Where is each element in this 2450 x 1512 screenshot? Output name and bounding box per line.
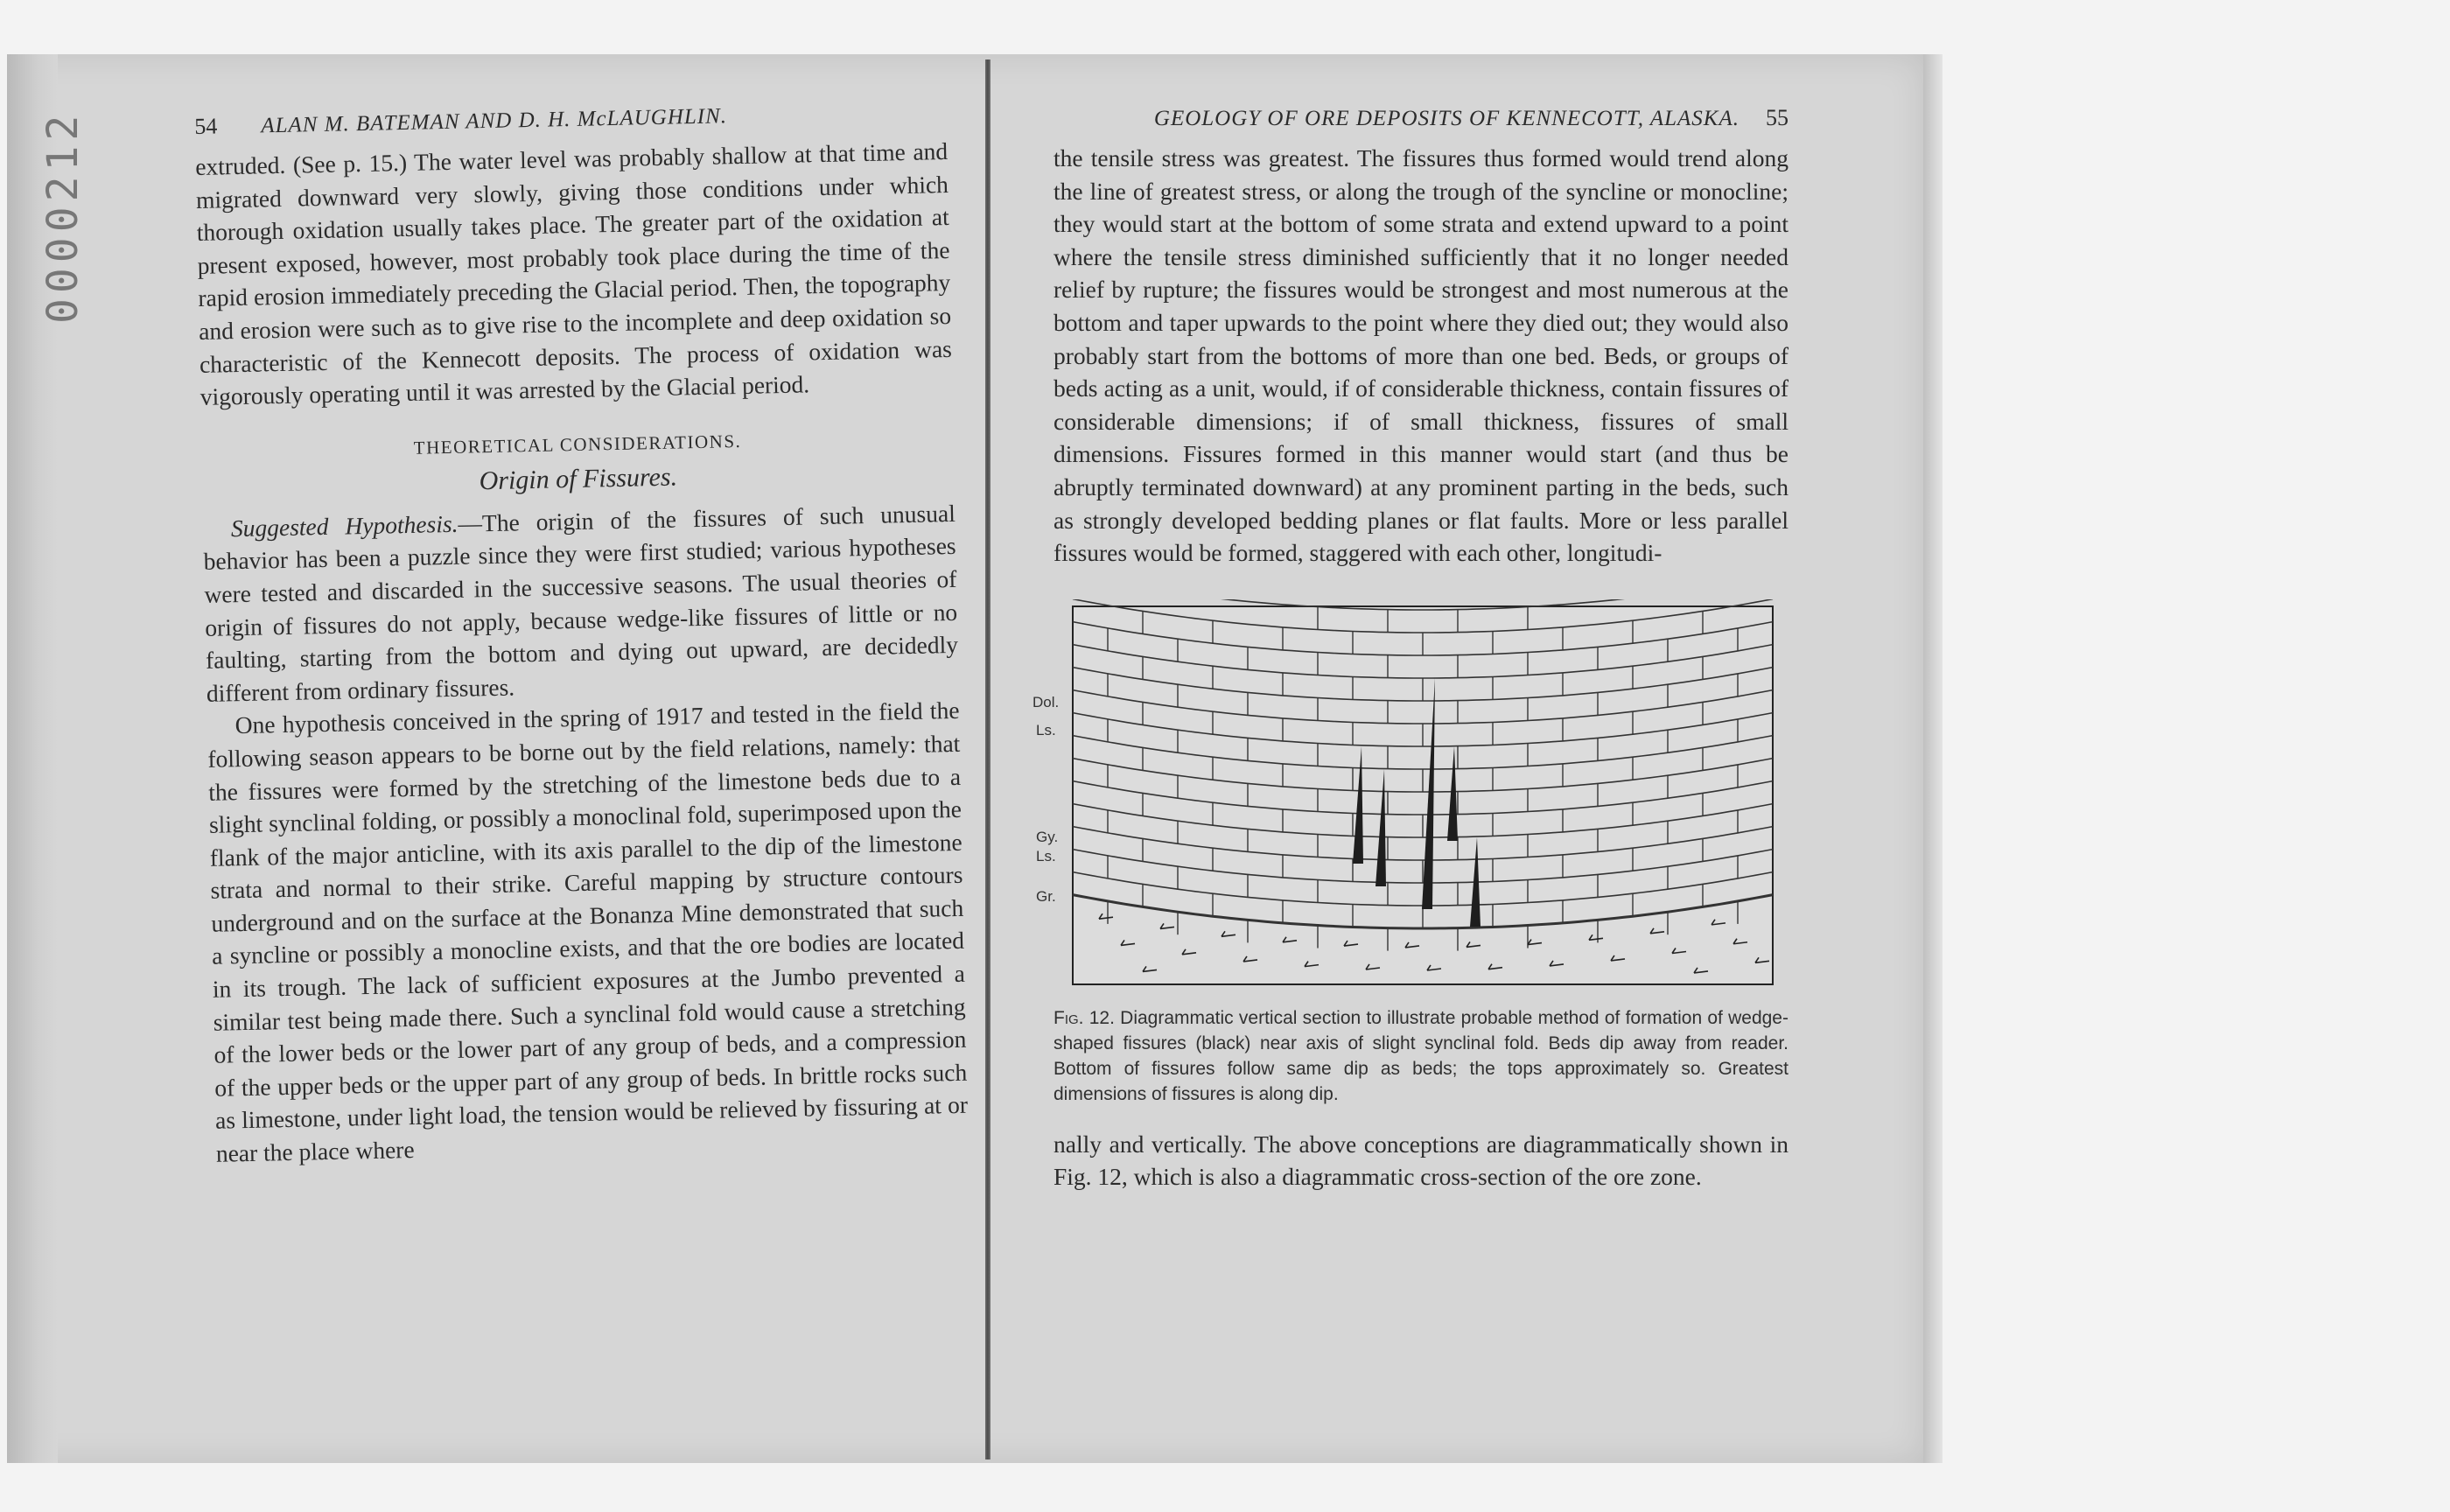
label-ls: Ls. [1036, 721, 1056, 738]
running-head: GEOLOGY OF ORE DEPOSITS OF KENNECOTT, ALASKA. [1153, 107, 1740, 130]
synclinal-section-diagram [1038, 599, 1790, 993]
left-page [194, 98, 969, 1170]
caption-text: Diagrammatic vertical section to illustrate probable method of formation of wedge-shaped fissures (black) near axis of slight synclinal fold. Beds dip away from reader. Bottom of fissures follow same dip as beds; the tops approximately so. Greatest dimensions of fissures is along dip. [1054, 1007, 1788, 1104]
book-gutter [985, 60, 990, 1460]
paragraph: One hypothesis conceived in the spring of 1917 and tested in the field the following season appears to be borne out by the field relations, namely: that the fissures were formed by the stretching of the limestone beds due to a slight synclinal folding, or possibly a monoclinal fold, superimposed upon the flank of the major anticline, with its axis parallel to the dip of the limestone strata and normal to their strike. Careful mapping by structure contours underground and on the surface at the Bonanza Mine demonstrated that such a syncline or possibly a monocline exists, and that the ore bodies are located in its trough. The lack of sufficient exposures at the Jumbo prevented a similar test being made there. Such a synclinal fold would cause a stretching of the lower beds or the lower part of any group of beds, and a compression of the upper beds or the upper part of any group of beds. In brittle rocks such as limestone, under light load, the tension would be relieved by fissuring at or near the place where [207, 696, 969, 1167]
page-number: 55 [1766, 105, 1788, 130]
label-dol: Dol. [1032, 693, 1060, 710]
paragraph-text: —The origin of the fissures of such unusual behavior has been a puzzle since they were first studied; various hypotheses were tested and discarded in the successive seasons. The usual theories of origin of fissures do not apply, because wedge-like fissures of little or no faulting, starting from the bottom and dying out upward, are decidedly different from ordinary fissures. [203, 499, 959, 707]
label-ls-lower: Ls. [1036, 847, 1056, 864]
scan-right-border [1923, 54, 1942, 1463]
side-stamp: 0000212 [38, 109, 88, 324]
right-page-header [1054, 105, 1788, 131]
figure-caption [1054, 1005, 1788, 1107]
label-gy: Gy. [1036, 828, 1059, 845]
caption-label: Fig. 12. [1054, 1007, 1115, 1028]
figure-12 [1032, 599, 1788, 993]
hypothesis-label: Suggested Hypothesis. [230, 509, 458, 542]
running-head: ALAN M. BATEMAN AND D. H. McLAUGHLIN. [261, 104, 728, 138]
paragraph [203, 497, 960, 710]
paragraph: nally and vertically. The above conceptions are diagrammatically shown in Fig. 12, which is also a diagrammatic cross-section of the ore zone. [1054, 1130, 1788, 1191]
label-gr: Gr. [1036, 887, 1056, 905]
subheading: Origin of Fissures. [479, 462, 678, 496]
section-heading: THEORETICAL CONSIDERATIONS. [413, 430, 742, 458]
paragraph: extruded. (See p. 15.) The water level was probably shallow at that time and migrated downward very slowly, giving those conditions under which thorough oxidation usually takes place. The greater part of the oxidation at present exposed, however, most probably took place during the time of the rapid erosion immediately preceding the Glacial period. Then, the topography and erosion were such as to give rise to the incomplete and deep oxidation so characteristic of the Kennecott deposits. The process of oxidation was vigorously operating until it was arrested by the Glacial period. [194, 136, 953, 411]
paragraph: the tensile stress was greatest. The fissures thus formed would trend along the line of greatest stress, or along the trough of the syncline or monocline; they would start at the bottom of some strata and extend upward to a point where the tensile stress diminished sufficiently that it no longer needed relief by rupture; the fissures would be strongest and most numerous at the bottom and taper upwards to the point where they died out; they would also probably start from the bottoms of more than one bed. Beds, or groups of beds acting as a unit, would, if of considerable thickness, contain fissures of considerable dimensions; if of small thickness, fissures of small dimensions. Fissures formed in this manner would start (and thus be abruptly terminated downward) at any prominent parting in the beds, such as strongly developed bedding planes or flat faults. More or less parallel fissures would be formed, staggered with each other, longitudi- [1054, 144, 1788, 567]
right-page [1032, 105, 1788, 1194]
page-number: 54 [194, 113, 218, 139]
